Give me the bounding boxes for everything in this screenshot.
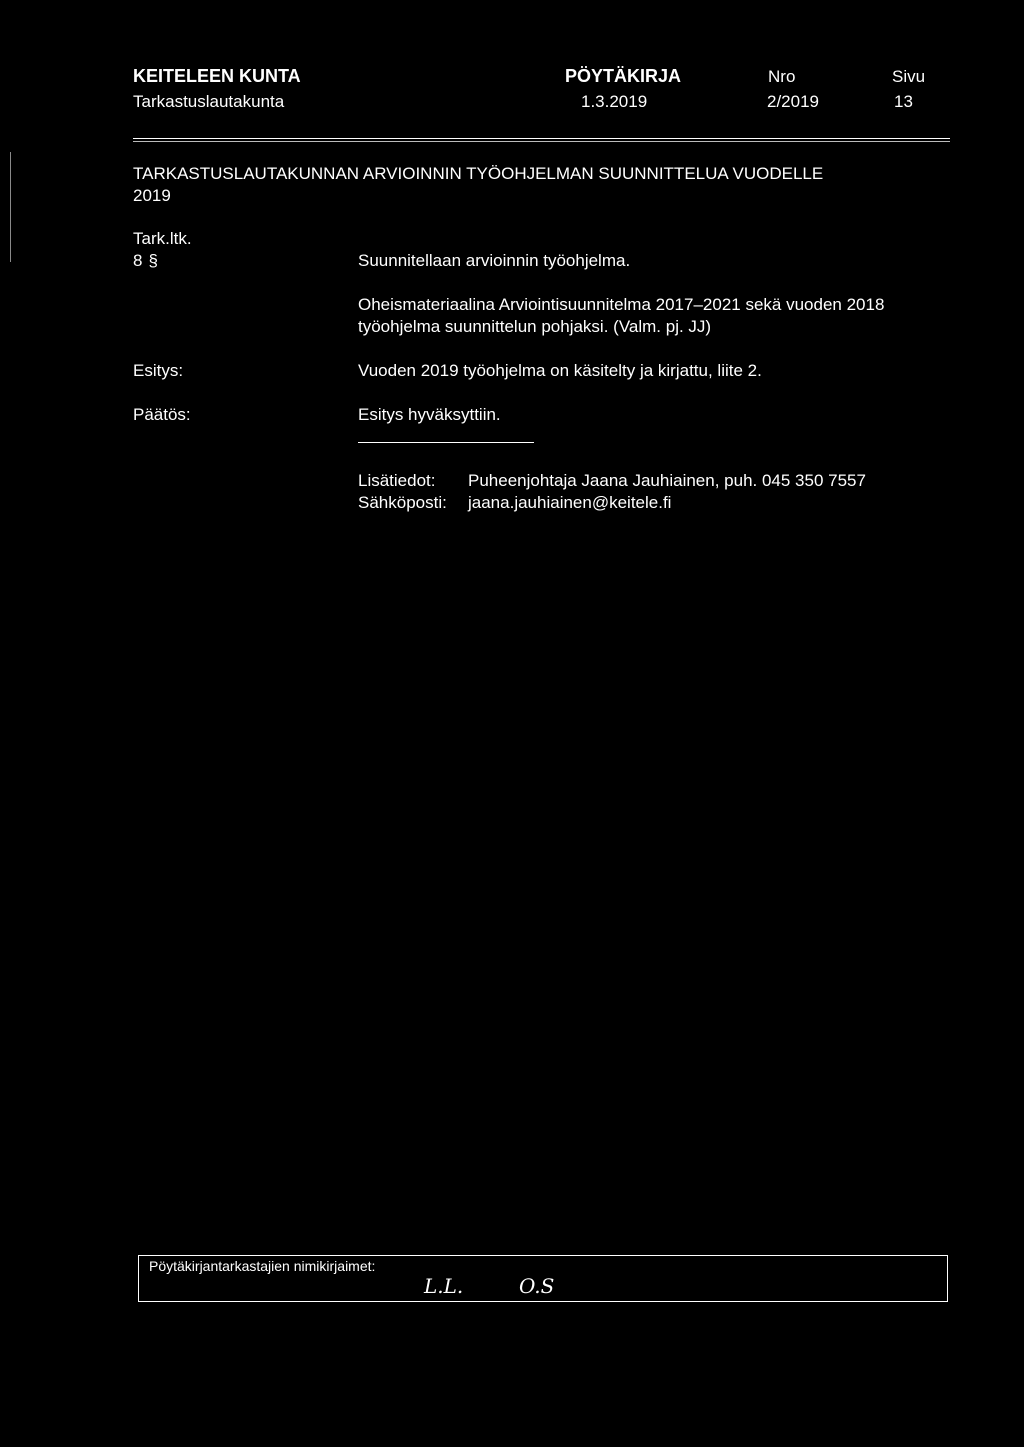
proposal-text: Vuoden 2019 työohjelma on käsitelty ja kirjattu, liite 2. [358, 361, 762, 380]
item-number [133, 250, 158, 271]
nro-value: 2/2019 [767, 92, 819, 111]
attachment-note-line1: Oheismateriaalina Arviointisuunnitelma 2017–2021 sekä vuoden 2018 [358, 295, 885, 314]
decision-text: Esitys hyväksyttiin. [358, 405, 501, 424]
nro-label: Nro [768, 67, 796, 86]
header-divider-double [133, 141, 950, 142]
margin-line [10, 152, 11, 262]
initials-box [138, 1255, 948, 1302]
municipality-name: KEITELEEN KUNTA [133, 66, 301, 86]
document-type: PÖYTÄKIRJA [565, 66, 682, 86]
attachment-note-line2: työohjelma suunnittelun pohjaksi. (Valm. pj. JJ) [358, 317, 712, 336]
contact-email-value: jaana.jauhiainen@keitele.fi [468, 493, 672, 512]
contact-email-label: Sähköposti: [358, 493, 447, 512]
page-label: Sivu [892, 67, 926, 86]
contact-info-label: Lisätiedot: [358, 471, 436, 490]
proposal-label: Esitys: [133, 361, 184, 380]
reviewer-initials-1: L.L. [424, 1274, 464, 1298]
committee-name: Tarkastuslautakunta [133, 92, 285, 111]
meeting-date: 1.3.2019 [581, 92, 648, 111]
reviewer-initials-2: O.S [519, 1274, 555, 1298]
item-intro: Suunnitellaan arvioinnin työohjelma. [358, 251, 631, 270]
decision-label: Päätös: [133, 405, 191, 424]
committee-abbreviation: Tark.ltk. [133, 229, 192, 248]
section-symbol: § [148, 251, 158, 270]
section-title-year: 2019 [133, 186, 171, 205]
initials-box-label: Pöytäkirjantarkastajien nimikirjaimet: [149, 1258, 376, 1274]
item-number-value: 8 [133, 251, 143, 270]
section-title: TARKASTUSLAUTAKUNNAN ARVIOINNIN TYÖOHJELMAN SUUNNITTELUA VUODELLE [133, 164, 824, 183]
decision-separator [358, 442, 534, 443]
contact-info-value: Puheenjohtaja Jaana Jauhiainen, puh. 045 350 7557 [468, 471, 866, 490]
header-divider [133, 138, 950, 139]
page-number: 13 [894, 92, 913, 111]
